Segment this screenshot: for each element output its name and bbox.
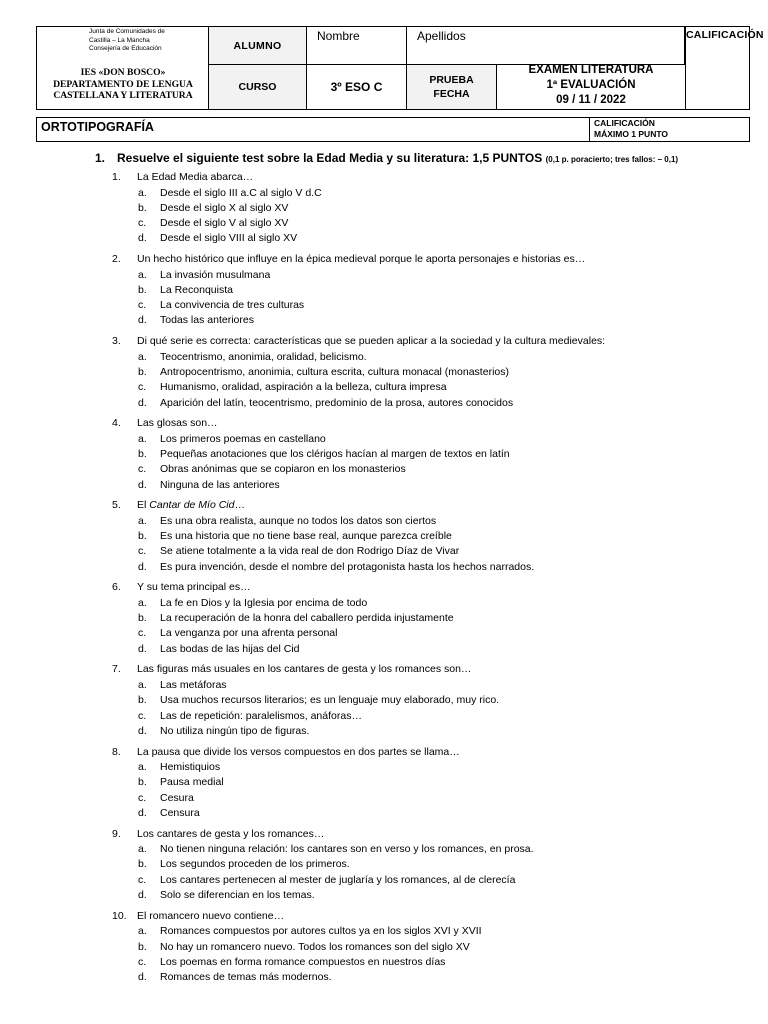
question-item xyxy=(112,416,752,493)
exam-date: 09 / 11 / 2022 xyxy=(556,94,626,106)
exam-header-table xyxy=(36,26,764,110)
question-number: 9. xyxy=(112,827,121,840)
answer-option[interactable] xyxy=(112,611,752,626)
option-letter: c. xyxy=(138,791,147,804)
exam-evaluation: 1ª EVALUACIÓN xyxy=(546,79,636,91)
question-text: El romancero nuevo contiene… xyxy=(137,909,285,922)
option-letter: a. xyxy=(138,678,147,691)
answer-option[interactable] xyxy=(112,857,752,872)
option-text: La fe en Dios y la Iglesia por encima de todo xyxy=(160,596,368,609)
answer-option[interactable] xyxy=(112,529,752,544)
exam-title-block xyxy=(497,63,685,109)
answer-option[interactable] xyxy=(112,186,752,201)
option-letter: a. xyxy=(138,843,147,856)
option-letter: a. xyxy=(138,596,147,609)
question-number: 4. xyxy=(112,417,121,430)
option-letter: c. xyxy=(138,299,147,312)
answer-option[interactable] xyxy=(112,642,752,657)
option-letter: d. xyxy=(138,478,147,491)
option-text: Desde el siglo X al siglo XV xyxy=(160,201,289,214)
question-text: La Edad Media abarca… xyxy=(137,171,254,183)
option-text: La convivencia de tres culturas xyxy=(160,299,305,312)
school-department: IES «DON BOSCO» DEPARTAMENTO DE LENGUA CASTELLANA Y LITERATURA xyxy=(53,67,193,102)
option-letter: d. xyxy=(138,232,147,245)
option-letter: d. xyxy=(138,396,147,409)
answer-option[interactable] xyxy=(112,888,752,903)
answer-option[interactable] xyxy=(112,709,752,724)
curso-value: 3º ESO C xyxy=(307,65,407,109)
option-text: Los cantares pertenecen al mester de juglaría y los romances, al de clerecía xyxy=(160,873,516,886)
option-letter: a. xyxy=(138,432,147,445)
answer-option[interactable] xyxy=(112,924,752,939)
apellidos-field[interactable]: Apellidos xyxy=(407,27,685,65)
answer-option[interactable] xyxy=(112,842,752,857)
option-letter: a. xyxy=(138,925,147,938)
answer-option[interactable] xyxy=(112,760,752,775)
answer-option[interactable] xyxy=(112,350,752,365)
option-text: Censura xyxy=(160,806,200,819)
option-letter: b. xyxy=(138,283,147,296)
option-text: Los segundos proceden de los primeros. xyxy=(160,858,350,871)
section-instruction: Resuelve el siguiente test sobre la Edad Media y su literatura: 1,5 PUNTOS xyxy=(117,151,543,165)
ortotipografia-title: ORTOTIPOGRAFÍA xyxy=(41,120,154,134)
question-stem xyxy=(112,252,752,268)
answer-option[interactable] xyxy=(112,955,752,970)
question-text: El xyxy=(137,499,150,512)
answer-option[interactable] xyxy=(112,873,752,888)
question-list xyxy=(112,170,752,991)
answer-option[interactable] xyxy=(112,514,752,529)
answer-option[interactable] xyxy=(112,396,752,411)
option-letter: d. xyxy=(138,560,147,573)
option-letter: a. xyxy=(138,350,147,363)
option-letter: d. xyxy=(138,724,147,737)
answer-option[interactable] xyxy=(112,544,752,559)
option-letter: c. xyxy=(138,709,147,722)
answer-option[interactable] xyxy=(112,724,752,739)
answer-option[interactable] xyxy=(112,313,752,328)
option-letter: c. xyxy=(138,545,147,558)
question-item xyxy=(112,827,752,904)
option-letter: c. xyxy=(138,627,147,640)
answer-option[interactable] xyxy=(112,432,752,447)
option-letter: c. xyxy=(138,217,147,230)
question-text: Las figuras más usuales en los cantares de gesta y los romances son… xyxy=(137,663,472,676)
option-text: Las metáforas xyxy=(160,678,227,691)
option-text: La invasión musulmana xyxy=(160,268,271,281)
answer-option[interactable] xyxy=(112,626,752,641)
question-stem xyxy=(112,662,752,678)
option-text: Hemistiquios xyxy=(160,761,221,774)
answer-option[interactable] xyxy=(112,806,752,821)
option-text: Solo se diferencian en los temas. xyxy=(160,889,315,902)
ortotipografia-bar xyxy=(36,117,750,142)
answer-option[interactable] xyxy=(112,380,752,395)
option-letter: a. xyxy=(138,761,147,774)
question-number: 10. xyxy=(112,909,127,922)
option-letter: a. xyxy=(138,268,147,281)
answer-option[interactable] xyxy=(112,365,752,380)
question-number: 7. xyxy=(112,663,121,676)
question-text: Un hecho histórico que influye en la épica medieval porque le aporta personajes e historias es… xyxy=(137,253,586,266)
option-text: Romances compuestos por autores cultos ya en los siglos XVI y XVII xyxy=(160,925,482,938)
option-letter: b. xyxy=(138,858,147,871)
question-number: 3. xyxy=(112,335,121,348)
option-letter: c. xyxy=(138,955,147,968)
option-text: Aparición del latín, teocentrismo, predominio de la prosa, autores conocidos xyxy=(160,396,514,409)
answer-option[interactable] xyxy=(112,298,752,313)
question-stem xyxy=(112,827,752,843)
nombre-field[interactable]: Nombre xyxy=(307,27,407,65)
question-text: Los cantares de gesta y los romances… xyxy=(137,827,325,840)
option-text: No tienen ninguna relación: los cantares son en verso y los romances, en prosa. xyxy=(160,843,534,856)
question-item xyxy=(112,170,752,247)
option-text: Todas las anteriores xyxy=(160,314,254,327)
answer-option[interactable] xyxy=(112,970,752,985)
question-number: 8. xyxy=(112,745,121,758)
question-item xyxy=(112,662,752,739)
question-stem xyxy=(112,580,752,596)
calificacion-box[interactable]: CALIFICACIÓN xyxy=(685,27,749,109)
option-text: Es una obra realista, aunque no todos los datos son ciertos xyxy=(160,514,437,527)
option-letter: b. xyxy=(138,940,147,953)
jccm-label: Junta de Comunidades de Castilla – La Mancha Consejería de Educación xyxy=(89,28,165,53)
option-text: Se atiene totalmente a la vida real de don Rodrigo Díaz de Vivar xyxy=(160,545,460,558)
option-text: Usa muchos recursos literarios; es un lenguaje muy elaborado, muy rico. xyxy=(160,694,500,707)
option-text: Las de repetición: paralelismos, anáforas… xyxy=(160,709,362,722)
option-text: No utiliza ningún tipo de figuras. xyxy=(160,724,310,737)
option-text: Desde el siglo VIII al siglo XV xyxy=(160,232,298,245)
option-text: La recuperación de la honra del caballero perdida injustamente xyxy=(160,612,454,625)
option-text: Es pura invención, desde el nombre del protagonista hasta los hechos narrados. xyxy=(160,560,535,573)
option-text: Teocentrismo, anonimia, oralidad, belicismo. xyxy=(160,350,367,363)
option-text: Las bodas de las hijas del Cid xyxy=(160,642,300,655)
question-stem xyxy=(112,416,752,432)
question-stem xyxy=(112,170,752,186)
option-text: Los primeros poemas en castellano xyxy=(160,432,326,445)
question-text: Las glosas son… xyxy=(137,417,218,430)
question-item xyxy=(112,580,752,657)
option-text: Desde el siglo III a.C al siglo V d.C xyxy=(160,186,322,199)
section-scoring: (0,1 p. poracierto; tres fallos: – 0,1) xyxy=(545,155,679,164)
question-item xyxy=(112,252,752,329)
answer-option[interactable] xyxy=(112,775,752,790)
option-text: La Reconquista xyxy=(160,283,233,296)
option-text: Romances de temas más modernos. xyxy=(160,971,332,984)
ortotipografia-calificacion[interactable]: CALIFICACIÓN MÁXIMO 1 PUNTO xyxy=(589,118,749,141)
exam-title: EXAMEN LITERATURA xyxy=(528,64,654,76)
question-stem xyxy=(112,909,752,925)
answer-option[interactable] xyxy=(112,478,752,493)
question-item xyxy=(112,745,752,822)
option-text: No hay un romancero nuevo. Todos los romances son del siglo XV xyxy=(160,940,470,953)
option-text: Desde el siglo V al siglo XV xyxy=(160,217,289,230)
answer-option[interactable] xyxy=(112,231,752,246)
option-letter: b. xyxy=(138,365,147,378)
option-text: Ninguna de las anteriores xyxy=(160,478,280,491)
option-letter: b. xyxy=(138,612,147,625)
option-text: Pausa medial xyxy=(160,776,224,789)
question-stem xyxy=(112,334,752,350)
option-letter: b. xyxy=(138,448,147,461)
option-letter: d. xyxy=(138,889,147,902)
answer-option[interactable] xyxy=(112,283,752,298)
option-letter: b. xyxy=(138,530,147,543)
option-text: Antropocentrismo, anonimia, cultura escrita, cultura monacal (monasterios) xyxy=(160,365,509,378)
alumno-label: ALUMNO xyxy=(209,27,307,65)
answer-option[interactable] xyxy=(112,693,752,708)
answer-option[interactable] xyxy=(112,596,752,611)
section-heading: 1. Resuelve el siguiente test sobre la Edad Media y su literatura: 1,5 PUNTOS (0,1 p. poracierto; tres fallos: – 0,1) xyxy=(95,151,679,165)
option-letter: d. xyxy=(138,314,147,327)
question-item xyxy=(112,334,752,411)
option-text: La venganza por una afrenta personal xyxy=(160,627,338,640)
answer-option[interactable] xyxy=(112,447,752,462)
option-letter: a. xyxy=(138,186,147,199)
answer-option[interactable] xyxy=(112,201,752,216)
school-cell xyxy=(37,27,209,109)
question-stem xyxy=(112,745,752,761)
question-stem xyxy=(112,498,752,514)
answer-option[interactable] xyxy=(112,678,752,693)
option-letter: b. xyxy=(138,776,147,789)
option-text: Los poemas en forma romance compuestos en nuestros días xyxy=(160,955,446,968)
option-letter: b. xyxy=(138,694,147,707)
answer-option[interactable] xyxy=(112,216,752,231)
option-text: Es una historia que no tiene base real, aunque parezca creíble xyxy=(160,530,452,543)
answer-option[interactable] xyxy=(112,462,752,477)
question-number: 1. xyxy=(112,171,121,183)
option-letter: c. xyxy=(138,381,147,394)
option-letter: d. xyxy=(138,806,147,819)
option-letter: a. xyxy=(138,514,147,527)
option-text: Obras anónimas que se copiaron en los monasterios xyxy=(160,463,406,476)
option-letter: b. xyxy=(138,201,147,214)
option-letter: c. xyxy=(138,463,147,476)
question-text: Y su tema principal es… xyxy=(137,581,251,594)
question-number: 6. xyxy=(112,581,121,594)
option-letter: d. xyxy=(138,642,147,655)
option-letter: c. xyxy=(138,873,147,886)
work-title: Cantar de Mío Cid xyxy=(149,499,235,512)
answer-option[interactable] xyxy=(112,268,752,283)
answer-option[interactable] xyxy=(112,791,752,806)
question-text-end: … xyxy=(234,499,245,512)
question-text: Di qué serie es correcta: características que se pueden aplicar a la sociedad y la cultura medievales: xyxy=(137,335,606,348)
question-number: 2. xyxy=(112,253,121,266)
question-item xyxy=(112,498,752,575)
option-letter: d. xyxy=(138,971,147,984)
question-text: La pausa que divide los versos compuestos en dos partes se llama… xyxy=(137,745,460,758)
option-text: Pequeñas anotaciones que los clérigos hacían al margen de textos en latín xyxy=(160,448,510,461)
answer-option[interactable] xyxy=(112,560,752,575)
option-text: Cesura xyxy=(160,791,194,804)
prueba-fecha-label: PRUEBA FECHA xyxy=(407,65,497,109)
question-number: 5. xyxy=(112,499,121,512)
option-text: Humanismo, oralidad, aspiración a la belleza, cultura impresa xyxy=(160,381,447,394)
question-item xyxy=(112,909,752,986)
answer-option[interactable] xyxy=(112,940,752,955)
curso-label: CURSO xyxy=(209,65,307,109)
